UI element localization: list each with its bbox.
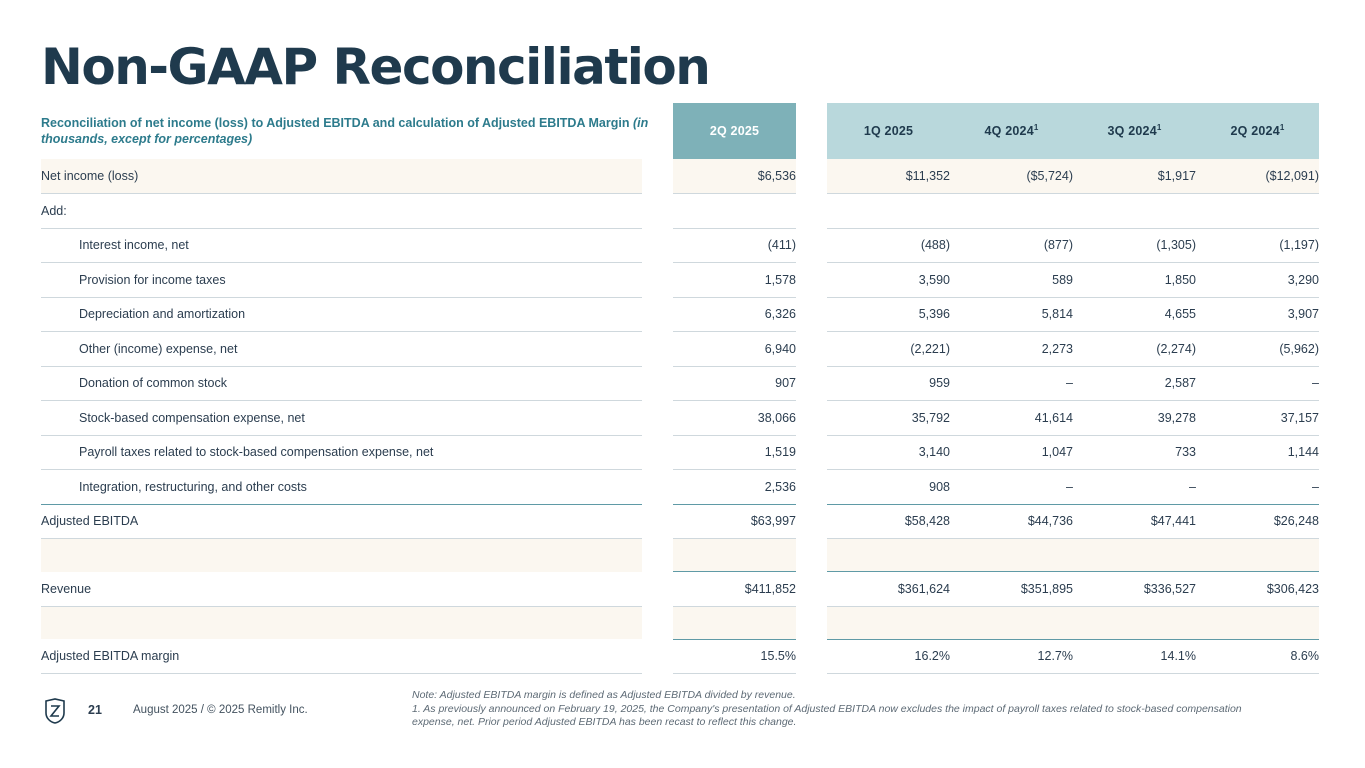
footnote-marker: 1 (1279, 123, 1285, 133)
spacer-cell (1073, 539, 1196, 572)
row-value: $411,852 (673, 572, 796, 607)
row-value: 959 (827, 366, 950, 401)
column-header-label: 2Q 2025 (709, 124, 760, 138)
header-blank-label (41, 103, 642, 159)
column-header-label: 2Q 2024 (1230, 124, 1280, 139)
row-value: 1,578 (673, 263, 796, 298)
row-value: 37,157 (1196, 401, 1319, 436)
row-value: – (950, 366, 1073, 401)
row-value (950, 194, 1073, 229)
row-label: Net income (loss) (41, 159, 642, 194)
row-gap (642, 159, 673, 194)
spacer-cell (827, 539, 950, 572)
row-gap (642, 366, 673, 401)
row-value: 4,655 (1073, 297, 1196, 332)
row-gap (796, 572, 827, 607)
row-label: Depreciation and amortization (41, 297, 642, 332)
column-header-2q-2025 (673, 103, 796, 159)
row-value: 1,850 (1073, 263, 1196, 298)
row-gap (796, 539, 827, 572)
row-value: (877) (950, 228, 1073, 263)
row-label: Other (income) expense, net (41, 332, 642, 367)
subtitle-bold: Reconciliation of net income (loss) to Adjusted EBITDA and calculation of Adjusted EBITDA Margin (41, 116, 630, 130)
row-gap (642, 228, 673, 263)
row-value: 3,140 (827, 435, 950, 470)
row-label: Interest income, net (41, 228, 642, 263)
row-value: 41,614 (950, 401, 1073, 436)
row-value: $63,997 (673, 504, 796, 539)
row-value: ($5,724) (950, 159, 1073, 194)
spacer-cell (673, 539, 796, 572)
table-row (41, 297, 1319, 332)
row-gap (642, 401, 673, 436)
remitly-logo-icon (44, 698, 66, 724)
row-gap (796, 263, 827, 298)
row-gap (642, 435, 673, 470)
page-title: Non-GAAP Reconciliation (41, 38, 710, 96)
header-gap-1 (642, 103, 673, 159)
spacer-cell (41, 606, 642, 639)
row-value: 908 (827, 470, 950, 505)
row-value: 907 (673, 366, 796, 401)
row-value: 16.2% (827, 639, 950, 674)
spacer-row (41, 606, 1319, 639)
row-value: 8.6% (1196, 639, 1319, 674)
row-value: 3,907 (1196, 297, 1319, 332)
footnote-1: 1. As previously announced on February 19, 2025, the Company's presentation of Adjusted EBITDA now excludes the impact of payroll taxes related to stock-based compensation expense, net. Prior period Adjusted EBITDA has been recast to reflect this change. (412, 702, 1242, 728)
column-header-3q-2024 (1073, 103, 1196, 159)
table-row (41, 263, 1319, 298)
row-value: $351,895 (950, 572, 1073, 607)
row-value: $58,428 (827, 504, 950, 539)
column-header-label: 4Q 2024 (984, 124, 1034, 139)
table-row (41, 366, 1319, 401)
row-value: $6,536 (673, 159, 796, 194)
spacer-cell (950, 539, 1073, 572)
row-label: Payroll taxes related to stock-based compensation expense, net (41, 435, 642, 470)
row-gap (642, 263, 673, 298)
row-value: – (1196, 470, 1319, 505)
row-label: Revenue (41, 572, 642, 607)
row-value: (2,221) (827, 332, 950, 367)
table-row (41, 572, 1319, 607)
row-value: (2,274) (1073, 332, 1196, 367)
row-gap (796, 159, 827, 194)
row-label: Adjusted EBITDA (41, 504, 642, 539)
row-gap (796, 639, 827, 674)
footnotes (412, 689, 1282, 730)
row-value: 15.5% (673, 639, 796, 674)
row-gap (796, 435, 827, 470)
header-gap-2 (796, 103, 827, 159)
row-value: $336,527 (1073, 572, 1196, 607)
row-gap (796, 606, 827, 639)
row-value: 733 (1073, 435, 1196, 470)
row-value: 3,290 (1196, 263, 1319, 298)
footnote-note: Note: Adjusted EBITDA margin is defined as Adjusted EBITDA divided by revenue. (412, 689, 796, 701)
page-number: 21 (88, 703, 102, 717)
row-value: 1,144 (1196, 435, 1319, 470)
row-value: $44,736 (950, 504, 1073, 539)
table-row (41, 332, 1319, 367)
row-label: Add: (41, 194, 642, 229)
row-value: 35,792 (827, 401, 950, 436)
row-value: ($12,091) (1196, 159, 1319, 194)
row-value: $306,423 (1196, 572, 1319, 607)
row-value: 38,066 (673, 401, 796, 436)
row-value: $361,624 (827, 572, 950, 607)
row-value: $11,352 (827, 159, 950, 194)
table-row (41, 159, 1319, 194)
row-value: 39,278 (1073, 401, 1196, 436)
subtitle-units: (in thousands, except for percentages) (41, 116, 649, 146)
row-value: (1,305) (1073, 228, 1196, 263)
row-value (673, 194, 796, 229)
row-value: 3,590 (827, 263, 950, 298)
row-value: – (950, 470, 1073, 505)
row-gap (642, 194, 673, 229)
row-gap (642, 572, 673, 607)
table-row (41, 435, 1319, 470)
row-value: 589 (950, 263, 1073, 298)
table-header-row (41, 103, 1319, 159)
row-value: 5,814 (950, 297, 1073, 332)
row-value: 2,273 (950, 332, 1073, 367)
row-value (1073, 194, 1196, 229)
row-value: – (1073, 470, 1196, 505)
row-value: $47,441 (1073, 504, 1196, 539)
spacer-cell (827, 606, 950, 639)
row-label: Integration, restructuring, and other costs (41, 470, 642, 505)
row-gap (796, 504, 827, 539)
row-gap (796, 297, 827, 332)
row-value (827, 194, 950, 229)
row-value: (488) (827, 228, 950, 263)
spacer-cell (673, 606, 796, 639)
row-value: 1,519 (673, 435, 796, 470)
spacer-row (41, 539, 1319, 572)
row-value: (5,962) (1196, 332, 1319, 367)
row-gap (796, 470, 827, 505)
row-value: 2,536 (673, 470, 796, 505)
table-row (41, 194, 1319, 229)
table-row (41, 401, 1319, 436)
column-header-label: 3Q 2024 (1107, 124, 1157, 139)
row-value: 6,326 (673, 297, 796, 332)
row-value: $26,248 (1196, 504, 1319, 539)
table-row (41, 228, 1319, 263)
row-value: (1,197) (1196, 228, 1319, 263)
footer-copyright: August 2025 / © 2025 Remitly Inc. (133, 704, 308, 716)
row-gap (642, 639, 673, 674)
spacer-cell (41, 539, 642, 572)
table-row (41, 504, 1319, 539)
row-value: 1,047 (950, 435, 1073, 470)
row-value: – (1196, 366, 1319, 401)
spacer-cell (1196, 539, 1319, 572)
row-gap (796, 366, 827, 401)
row-value: 6,940 (673, 332, 796, 367)
spacer-cell (1196, 606, 1319, 639)
column-header-2q-2024 (1196, 103, 1319, 159)
row-value: 12.7% (950, 639, 1073, 674)
row-value: 2,587 (1073, 366, 1196, 401)
row-value: 5,396 (827, 297, 950, 332)
row-gap (642, 504, 673, 539)
reconciliation-table (41, 103, 1319, 674)
column-header-label: 1Q 2025 (863, 124, 914, 138)
footnote-marker: 1 (1156, 123, 1162, 133)
row-label: Provision for income taxes (41, 263, 642, 298)
row-gap (642, 539, 673, 572)
row-label: Stock-based compensation expense, net (41, 401, 642, 436)
spacer-cell (950, 606, 1073, 639)
column-header-1q-2025 (827, 103, 950, 159)
spacer-cell (1073, 606, 1196, 639)
row-gap (642, 606, 673, 639)
table-row (41, 470, 1319, 505)
row-gap (796, 332, 827, 367)
row-gap (796, 401, 827, 436)
row-gap (642, 332, 673, 367)
row-label: Donation of common stock (41, 366, 642, 401)
row-value: 14.1% (1073, 639, 1196, 674)
row-gap (642, 297, 673, 332)
row-value (1196, 194, 1319, 229)
row-value: $1,917 (1073, 159, 1196, 194)
row-gap (796, 228, 827, 263)
row-gap (796, 194, 827, 229)
column-header-4q-2024 (950, 103, 1073, 159)
row-gap (642, 470, 673, 505)
row-value: (411) (673, 228, 796, 263)
table-row (41, 639, 1319, 674)
footnote-marker: 1 (1033, 123, 1039, 133)
row-label: Adjusted EBITDA margin (41, 639, 642, 674)
